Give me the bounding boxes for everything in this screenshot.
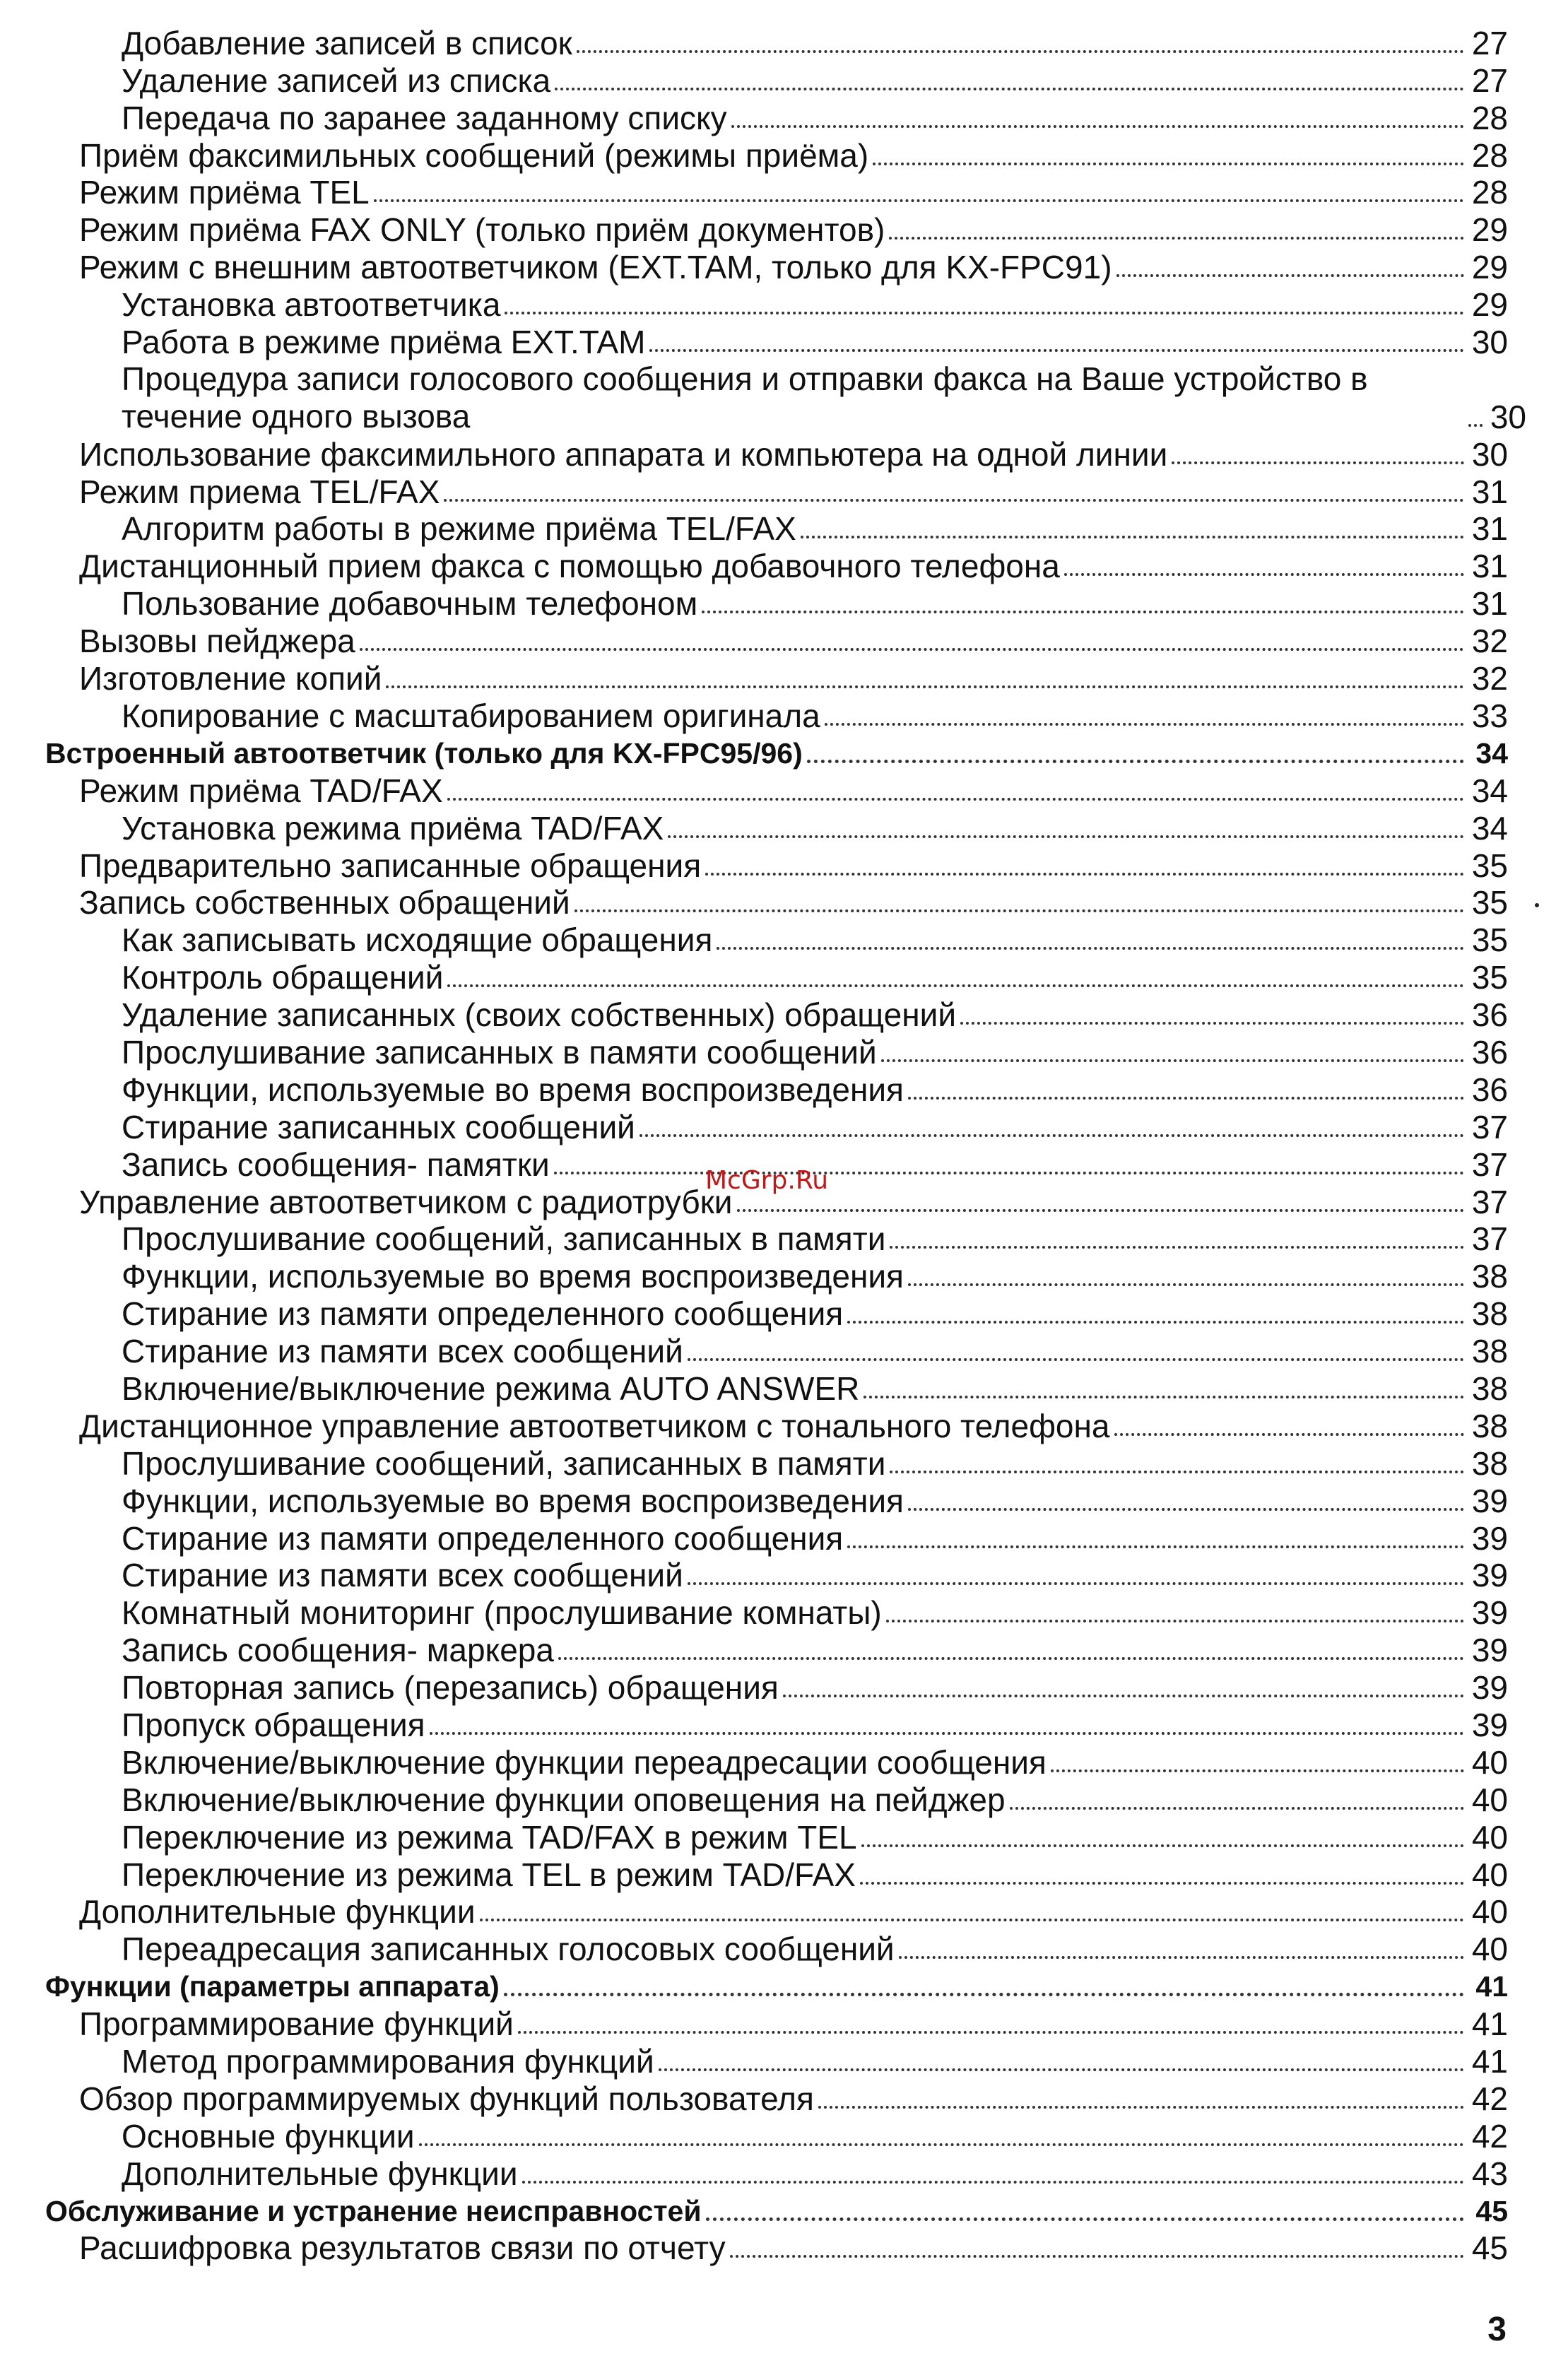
toc-entry-title: Включение/выключение функции оповещения на пейджер: [122, 1781, 1006, 1818]
dot-leader: [447, 798, 1464, 801]
toc-entry-page: 27: [1471, 24, 1508, 61]
toc-entry: [45, 1444, 1515, 1482]
page-number: 3: [1487, 2311, 1507, 2348]
toc-entry-title: Использование факсимильного аппарата и компьютера на одной линии: [79, 435, 1168, 473]
dot-leader: [522, 2181, 1464, 2184]
dot-leader: [1010, 1807, 1464, 1810]
dot-leader: [554, 1172, 1464, 1174]
toc-entry-page: 31: [1471, 585, 1508, 623]
toc-entry: [45, 734, 1515, 772]
dot-leader: [881, 1059, 1464, 1062]
dot-leader: [899, 1956, 1464, 1959]
dot-leader: [860, 1882, 1464, 1885]
toc-entry-page: 42: [1471, 2117, 1508, 2155]
toc-entry: [45, 323, 1515, 360]
dot-leader: [518, 2031, 1464, 2034]
toc-entry: [45, 510, 1515, 548]
toc-entry-title: Передача по заранее заданному списку: [122, 99, 727, 136]
dot-leader: [558, 1657, 1464, 1660]
toc-entry: [45, 584, 1515, 622]
toc-entry: [45, 1407, 1515, 1444]
toc-entry: [45, 2005, 1515, 2042]
dot-leader: [444, 499, 1464, 502]
toc-entry-title: Переключение из режима TEL в режим TAD/FAX: [122, 1856, 856, 1893]
toc-entry-page: 35: [1471, 847, 1508, 884]
toc-entry-page: 29: [1471, 249, 1508, 286]
toc-entry-page: 36: [1471, 1033, 1508, 1071]
toc-entry-page: 39: [1471, 1632, 1508, 1669]
dot-leader: [374, 199, 1464, 202]
toc-entry-page: 28: [1471, 174, 1508, 211]
dot-leader: [447, 984, 1464, 987]
toc-entry-page: 31: [1471, 510, 1508, 548]
toc-entry-title: Стирание записанных сообщений: [122, 1108, 635, 1145]
toc-entry: [45, 1856, 1515, 1893]
toc-entry: [45, 622, 1515, 659]
toc-entry: [45, 2229, 1515, 2267]
dot-leader: [890, 1471, 1464, 1473]
toc-entry: [45, 435, 1515, 473]
toc-entry: [45, 1706, 1515, 1743]
toc-entry: [45, 2155, 1515, 2192]
toc-entry-page: 39: [1471, 1482, 1508, 1519]
dot-leader: [908, 1097, 1464, 1100]
toc-entry-title: Контроль обращений: [122, 959, 444, 996]
toc-entry: [45, 2080, 1515, 2117]
toc-entry: [45, 2042, 1515, 2080]
toc-entry-title: Режим приёма FAX ONLY (только приём документов): [79, 211, 885, 249]
toc-entry-title: Приём факсимильных сообщений (режимы приёма): [79, 136, 869, 174]
toc-entry-page: 38: [1471, 1407, 1508, 1444]
toc-entry: [45, 1631, 1515, 1668]
toc-entry-page: 37: [1471, 1220, 1508, 1258]
dot-leader: [847, 1545, 1464, 1548]
toc-entry: [45, 921, 1515, 958]
toc-entry-title: Функции, используемые во время воспроизведения: [122, 1482, 904, 1519]
toc-entry-title: Предварительно записанные обращения: [79, 847, 702, 884]
toc-entry-title: Стирание из памяти всех сообщений: [122, 1557, 683, 1594]
toc-entry: [45, 24, 1515, 61]
toc-entry-page: 29: [1471, 286, 1508, 324]
toc-entry-title: Функции, используемые во время воспроизведения: [122, 1258, 904, 1295]
toc-entry-title: Повторная запись (перезапись) обращения: [122, 1669, 779, 1707]
toc-entry: [45, 1482, 1515, 1519]
toc-entry-page: 38: [1471, 1333, 1508, 1370]
toc-entry-page: 45: [1475, 2194, 1508, 2227]
toc-entry-title: Дополнительные функции: [122, 2155, 518, 2192]
dot-leader: [577, 50, 1464, 53]
dot-leader: [419, 2143, 1464, 2146]
toc-entry-page: 35: [1471, 884, 1508, 921]
toc-entry-title: Расшифровка результатов связи по отчету: [79, 2229, 726, 2267]
dot-leader: [504, 1993, 1464, 1996]
toc-entry-page: 39: [1471, 1557, 1508, 1594]
toc-entry-page: 34: [1471, 809, 1508, 847]
toc-entry: [45, 2117, 1515, 2155]
toc-entry: [45, 1668, 1515, 1706]
toc-entry-page: 32: [1471, 623, 1508, 660]
toc-entry: [45, 1257, 1515, 1295]
toc-entry-title: Основные функции: [122, 2117, 415, 2155]
toc-entry-title: Запись собственных обращений: [79, 884, 570, 921]
toc-entry-title: Стирание из памяти всех сообщений: [122, 1333, 683, 1370]
toc-entry-title: Пропуск обращения: [122, 1706, 425, 1743]
dot-leader: [480, 1919, 1464, 1921]
toc-entry: [45, 1893, 1515, 1931]
toc-entry-title: Запись сообщения- памятки: [122, 1145, 550, 1183]
toc-entry-page: 30: [1490, 398, 1526, 435]
toc-entry-title: Обзор программируемых функций пользователя: [79, 2080, 814, 2117]
dot-leader: [688, 1358, 1464, 1361]
toc-entry-title: Как записывать исходящие обращения: [122, 921, 713, 959]
toc-entry: [45, 136, 1515, 174]
toc-entry-page: 27: [1471, 61, 1508, 99]
dot-leader: [430, 1732, 1464, 1735]
toc-entry-page: 45: [1471, 2229, 1508, 2267]
toc-entry-title: Удаление записанных (своих собственных) обращений: [122, 996, 957, 1034]
toc-entry: [45, 174, 1515, 211]
dot-leader: [847, 1321, 1464, 1324]
dot-leader: [1172, 461, 1464, 464]
toc-entry-page: 40: [1471, 1856, 1508, 1893]
dot-leader: [649, 349, 1464, 352]
toc-entry-title: Функции (параметры аппарата): [45, 1970, 500, 2003]
dot-leader: [1064, 573, 1464, 576]
toc-entry-title: Пользование добавочным телефоном: [122, 585, 698, 623]
toc-entry: [45, 1743, 1515, 1781]
toc-entry: [45, 1220, 1515, 1258]
toc-entry-page: 31: [1471, 548, 1508, 585]
toc-entry: [45, 211, 1515, 248]
toc-entry-page: 39: [1471, 1706, 1508, 1743]
toc-entry: [45, 1781, 1515, 1818]
toc-entry-title: Комнатный мониторинг (прослушивание комнаты): [122, 1594, 882, 1632]
toc-entry: [45, 1519, 1515, 1557]
toc-entry-title: Управление автоответчиком с радиотрубки: [79, 1183, 733, 1220]
toc-entry-page: 34: [1471, 772, 1508, 809]
toc-entry-page: 28: [1471, 136, 1508, 174]
dot-leader: [360, 648, 1464, 651]
dot-leader: [640, 1134, 1464, 1137]
toc-entry-page: 31: [1471, 473, 1508, 510]
toc-entry-page: 38: [1471, 1295, 1508, 1333]
dot-leader: [1116, 274, 1464, 277]
toc-entry-title: Обслуживание и устранение неисправностей: [45, 2194, 702, 2227]
dot-leader: [825, 723, 1464, 726]
toc-entry-page: 37: [1471, 1183, 1508, 1220]
toc-entry-page: 43: [1471, 2155, 1508, 2192]
table-of-contents: [45, 24, 1526, 2267]
toc-entry-page: 38: [1471, 1258, 1508, 1295]
toc-entry-title: Включение/выключение функции переадресации сообщения: [122, 1743, 1047, 1781]
dot-leader: [889, 237, 1464, 240]
toc-entry-page: 41: [1471, 2005, 1508, 2043]
toc-entry-title: Прослушивание сообщений, записанных в памяти: [122, 1444, 886, 1482]
dot-leader: [886, 1620, 1464, 1622]
toc-entry: [45, 473, 1515, 510]
dot-leader: [731, 125, 1464, 128]
toc-entry: [45, 99, 1515, 136]
toc-entry-title: Дистанционный прием факса с помощью добавочного телефона: [79, 548, 1060, 585]
toc-entry-title: Переадресация записанных голосовых сообщений: [122, 1931, 895, 1968]
toc-entry-page: 38: [1471, 1444, 1508, 1482]
toc-entry-page: 40: [1471, 1931, 1508, 1968]
toc-entry: [45, 61, 1515, 99]
toc-entry-title: Метод программирования функций: [122, 2043, 654, 2080]
toc-entry-title: Прослушивание сообщений, записанных в памяти: [122, 1220, 886, 1258]
toc-entry-page: 37: [1471, 1108, 1508, 1145]
toc-entry-title: Дополнительные функции: [79, 1893, 476, 1931]
toc-entry-title: Установка автоответчика: [122, 286, 501, 324]
toc-entry: [45, 248, 1515, 285]
dot-leader: [505, 312, 1464, 314]
dot-leader: [861, 1844, 1464, 1847]
toc-entry-title: Встроенный автоответчик (только для KX-FPC95/96): [45, 736, 803, 770]
toc-entry-page: 33: [1471, 697, 1508, 734]
toc-entry-page: 28: [1471, 99, 1508, 136]
dot-leader: [908, 1283, 1464, 1286]
toc-entry: [45, 1818, 1515, 1856]
dot-leader: [717, 947, 1464, 950]
toc-entry-title: Режим с внешним автоответчиком (EXT.TAM, только для KX-FPC91): [79, 249, 1112, 286]
toc-entry: [45, 360, 1526, 435]
toc-entry: [45, 958, 1515, 996]
dot-leader: [960, 1022, 1464, 1025]
dot-leader: [1051, 1769, 1464, 1772]
watermark-text: McGrp.Ru: [705, 1166, 829, 1195]
toc-entry: [45, 1332, 1515, 1369]
toc-entry: [45, 1108, 1515, 1145]
toc-entry: [45, 285, 1515, 323]
toc-entry-title: Стирание из памяти определенного сообщения: [122, 1295, 844, 1333]
toc-entry-title: Работа в режиме приёма EXT.TAM: [122, 324, 646, 361]
toc-entry-title: Переключение из режима TAD/FAX в режим TEL: [122, 1818, 857, 1856]
dot-leader: [890, 1246, 1464, 1249]
toc-entry-title: Копирование с масштабированием оригинала: [122, 697, 820, 734]
toc-entry-title: Режим приёма TEL: [79, 174, 370, 211]
toc-entry-page: 29: [1471, 211, 1508, 249]
dot-leader: [730, 2255, 1464, 2258]
toc-entry-page: 35: [1471, 921, 1508, 959]
dot-leader: [1468, 424, 1483, 427]
dot-leader: [1114, 1433, 1464, 1436]
dot-leader: [574, 909, 1464, 912]
toc-entry-title: Алгоритм работы в режиме приёма TEL/FAX: [122, 510, 796, 548]
toc-entry: [45, 772, 1515, 809]
toc-entry: [45, 1557, 1515, 1594]
dot-leader: [818, 2106, 1464, 2109]
toc-entry-page: 35: [1471, 959, 1508, 996]
toc-entry-title: Вызовы пейджера: [79, 623, 355, 660]
dot-leader: [873, 163, 1464, 165]
toc-entry-page: 40: [1471, 1743, 1508, 1781]
toc-entry-page: 37: [1471, 1145, 1508, 1183]
toc-entry-page: 30: [1471, 435, 1508, 473]
toc-entry: [45, 884, 1515, 921]
toc-entry-page: 39: [1471, 1594, 1508, 1632]
dot-leader: [737, 1209, 1465, 1212]
toc-entry-page: 36: [1471, 996, 1508, 1034]
toc-entry-page: 39: [1471, 1519, 1508, 1557]
toc-entry: [45, 547, 1515, 584]
toc-entry-title: Режим приёма TAD/FAX: [79, 772, 443, 809]
dot-leader: [807, 760, 1464, 763]
dot-leader: [659, 2068, 1464, 2071]
toc-entry-title: Удаление записей из списка: [122, 61, 551, 99]
dot-leader: [555, 88, 1464, 90]
toc-entry-title: Процедура записи голосового сообщения и отправки факса на Ваше устройство в течение одного вызова: [122, 360, 1368, 435]
toc-entry-title: Запись сообщения- маркера: [122, 1632, 554, 1669]
toc-entry-page: 40: [1471, 1781, 1508, 1818]
toc-entry: [45, 697, 1515, 734]
toc-entry-title: Добавление записей в список: [122, 24, 572, 61]
dot-leader: [706, 2217, 1464, 2221]
toc-entry-title: Функции, используемые во время воспроизведения: [122, 1071, 904, 1108]
dot-leader: [668, 835, 1464, 838]
toc-entry-page: 41: [1471, 2043, 1508, 2080]
toc-entry: [45, 1930, 1515, 1967]
toc-entry-title: Прослушивание записанных в памяти сообщений: [122, 1033, 877, 1071]
toc-entry-page: 34: [1475, 736, 1508, 770]
toc-entry: [45, 2192, 1515, 2229]
toc-entry-page: 40: [1471, 1818, 1508, 1856]
toc-entry-page: 42: [1471, 2080, 1508, 2117]
toc-entry: [45, 1593, 1515, 1631]
dot-leader: [702, 611, 1464, 613]
toc-entry: [45, 659, 1515, 697]
toc-entry-page: 38: [1471, 1369, 1508, 1407]
toc-entry: [45, 996, 1515, 1033]
dot-leader: [801, 536, 1464, 538]
toc-entry-title: Установка режима приёма TAD/FAX: [122, 809, 664, 847]
toc-entry: [45, 1295, 1515, 1332]
toc-entry: [45, 809, 1515, 847]
dot-leader: [386, 685, 1464, 688]
toc-entry: [45, 1369, 1515, 1407]
toc-entry-title: Изготовление копий: [79, 660, 382, 697]
toc-entry: [45, 1967, 1515, 2005]
dot-leader: [864, 1396, 1464, 1398]
toc-entry-page: 30: [1471, 324, 1508, 361]
toc-entry-title: Программирование функций: [79, 2005, 514, 2043]
dot-leader: [688, 1582, 1464, 1585]
scan-speck: [1535, 903, 1539, 907]
toc-entry: [45, 1071, 1515, 1108]
toc-entry-title: Дистанционное управление автоответчиком с тонального телефона: [79, 1407, 1110, 1444]
toc-entry-title: Стирание из памяти определенного сообщения: [122, 1519, 844, 1557]
dot-leader: [908, 1508, 1464, 1511]
toc-entry: [45, 1033, 1515, 1071]
toc-entry-title: Режим приема TEL/FAX: [79, 473, 440, 510]
toc-entry-page: 32: [1471, 660, 1508, 697]
toc-entry-page: 36: [1471, 1071, 1508, 1108]
toc-entry-title: Включение/выключение режима AUTO ANSWER: [122, 1369, 860, 1407]
dot-leader: [705, 873, 1464, 876]
dot-leader: [783, 1695, 1464, 1697]
toc-entry-page: 40: [1471, 1893, 1508, 1931]
toc-entry-page: 39: [1471, 1669, 1508, 1707]
toc-entry-page: 41: [1475, 1970, 1508, 2003]
toc-entry: [45, 847, 1515, 884]
